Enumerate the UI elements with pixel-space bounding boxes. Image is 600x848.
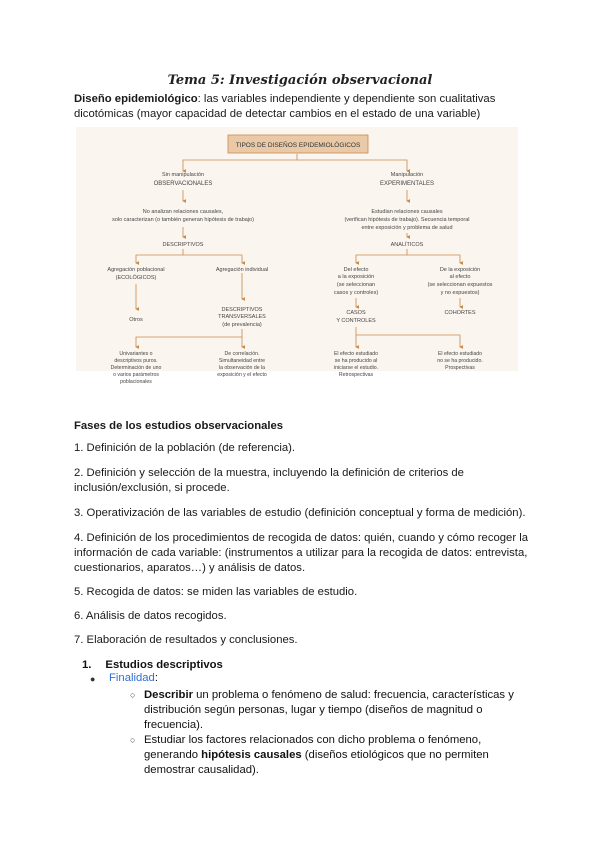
item-2-pre: Estudiar los factores relacionados con dicho problema o fenómeno, generando [144,734,482,761]
bullet-hollow-icon: ○ [130,735,136,745]
finalidad-item-2 [144,733,514,778]
intro-text: : las variables independiente y dependiente son cualitativas dicotómicas (mayor capacidad de detectar cambios en el estado de una variable) [74,93,496,120]
diagram-univariantes-2: descriptivos puros. [114,358,158,364]
diagram-analiticos: ANALÍTICOS [390,242,424,248]
diagram-de-exposicion-2: al efecto [449,274,471,280]
diagram-right-small: Manipulación [390,172,424,178]
diagram-left-desc-1: No analizan relaciones causales, [142,209,224,215]
section-1-number: 1. [82,659,92,671]
diagram-del-efecto-3: (se seleccionan [336,282,376,288]
fases-heading: Fases de los estudios observacionales [74,420,284,432]
item-1-bold: Describir [144,689,193,701]
finalidad-line [109,672,158,684]
diagram-retro-2: se ha producido al [334,358,378,364]
diagram-descriptivos: DESCRIPTIVOS [162,242,204,248]
diagram-otros: Otros [129,317,143,323]
finalidad-link[interactable]: Finalidad [109,672,155,684]
fase-2: 2. Definición y selección de la muestra, incluyendo la definición de criterios de inclusión/exclusión, si procede. [74,467,464,494]
diagram-retro-4: Retrospectivas [338,372,374,378]
page-title: Tema 5: Investigación observacional [167,73,433,88]
diagram-left-desc-2: solo caracterizan (o también generan hipótesis de trabajo) [112,217,254,223]
intro-paragraph [74,92,534,122]
diagram-de-exposicion-4: y no expuestos) [440,290,480,296]
diagram-right-desc-2: (verifican hipótesis de trabajo). Secuencia temporal [344,217,470,223]
fase-3: 3. Operativización de las variables de estudio (definición conceptual y forma de medición). [74,507,526,519]
diagram-de-exposicion-1: De la exposición [439,267,481,273]
diagram-correlacion-2: Simultaneidad entre [218,358,266,364]
diagram-right-main: EXPERIMENTALES [380,181,434,187]
finalidad-item-1 [144,688,514,733]
diagram-desc-trans-2: TRANSVERSALES [218,314,266,320]
intro-term: Diseño epidemiológico [74,93,198,105]
finalidad-colon: : [154,672,158,684]
fase-6: 6. Análisis de datos recogidos. [74,610,227,622]
diagram-correlacion-4: exposición y el efecto [217,372,267,378]
diagram-left-main: OBSERVACIONALES [153,181,213,187]
diagram-casos-1: CASOS [346,310,366,316]
item-2-post: (diseños etiológicos que no permiten demostrar causalidad). [144,749,489,776]
diagram-agreg-pob-1: Agregación poblacional [107,267,165,273]
diagram-right-desc-1: Estudian relaciones causales [371,209,443,215]
section-1-heading [82,659,223,671]
diagram-cohortes: COHORTES [444,310,476,316]
diagram-univariantes-3: Determinación de uno [110,365,162,371]
fase-1: 1. Definición de la población (de referencia). [74,442,296,454]
item-1-text: un problema o fenómeno de salud: frecuencia, características y distribución según personas, lugar y tiempo (diseños de magnitud o frecuencia). [144,689,514,731]
diagram-del-efecto-2: a la exposición [337,274,375,280]
diagram-agreg-ind: Agregación individual [215,267,269,273]
diagram-agreg-pob-2: (ECOLÓGICOS) [115,275,157,281]
item-2-bold: hipótesis causales [201,749,302,761]
bullet-hollow-icon: ○ [130,690,136,700]
diagram-desc-trans-3: (de prevalencia) [222,322,262,328]
diagram-prosp-3: Prospectivas [445,365,475,371]
diagram-univariantes-1: Univariantes o [119,351,153,357]
diagram-univariantes-5: poblacionales [120,379,152,385]
section-1-label: Estudios descriptivos [105,659,223,671]
diagram-correlacion-3: la observación de la [218,365,266,371]
diagram-prosp-2: no se ha producido. [437,358,483,364]
diagram-retro-3: iniciarse el estudio. [333,365,379,371]
fase-5: 5. Recogida de datos: se miden las variables de estudio. [74,586,358,598]
diagram-del-efecto-4: casos y controles) [333,290,379,296]
bullet-filled-icon: ● [90,674,96,684]
diagram-casos-2: Y CONTROLES [336,318,376,324]
fase-7: 7. Elaboración de resultados y conclusiones. [74,634,298,646]
diagram-right-desc-3: entre exposición y problema de salud [361,225,453,231]
diagram-de-exposicion-3: (se seleccionan expuestos [427,282,493,288]
diagram-desc-trans-1: DESCRIPTIVOS [221,307,263,313]
epidemiological-designs-diagram [76,127,518,385]
diagram-univariantes-4: o varios parámetros [113,372,159,378]
diagram-prosp-1: El efecto estudiado [437,351,483,357]
diagram-retro-1: El efecto estudiado [333,351,379,357]
diagram-correlacion-1: De correlación. [224,351,260,357]
diagram-root: TIPOS DE DISEÑOS EPIDEMIOLÓGICOS [235,142,361,149]
diagram-del-efecto-1: Del efecto [343,267,369,273]
diagram-left-small: Sin manipulación [162,172,204,178]
fase-4: 4. Definición de los procedimientos de recogida de datos: quién, cuando y cómo recoger la información de cada variable: (instrumentos a utilizar para la recogida de datos: entrevista, cuestionarios, aparatos…) y análisis de datos. [74,532,529,574]
